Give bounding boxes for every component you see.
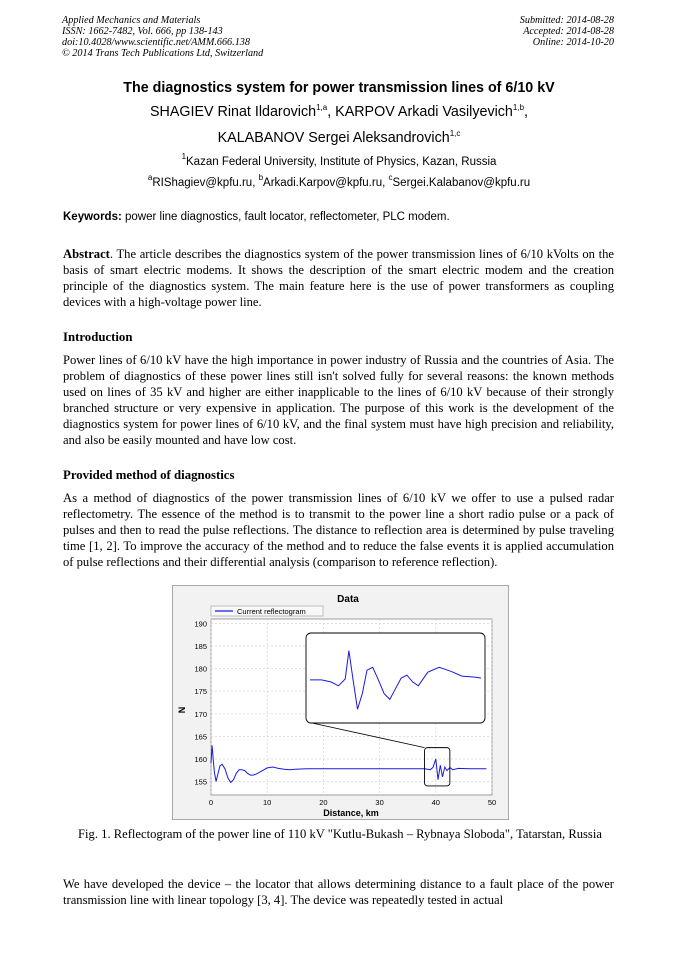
keywords-label: Keywords: [63, 211, 122, 223]
y-tick-label: 180 [194, 664, 207, 674]
method-heading: Provided method of diagnostics [63, 468, 235, 482]
email-link[interactable]: Arkadi.Karpov@kpfu.ru [263, 177, 383, 189]
reflectogram-chart [173, 586, 508, 819]
y-tick-label: 170 [194, 709, 207, 719]
reflectogram-figure [172, 585, 509, 820]
x-tick-label: 50 [487, 798, 497, 807]
abstract [63, 246, 614, 310]
submitted-date: Submitted: 2014-08-28 [519, 15, 614, 26]
y-tick-label: 160 [194, 754, 207, 764]
author-superscript: 1,c [449, 129, 461, 138]
x-tick-label: 40 [431, 798, 440, 807]
author-name: KALABANOV Sergei Aleksandrovich [217, 130, 450, 146]
introduction-heading: Introduction [63, 330, 133, 344]
keywords [63, 211, 450, 223]
chart-legend [211, 606, 323, 616]
x-tick-label: 10 [263, 798, 272, 807]
author-superscript: 1,b [512, 103, 525, 112]
email-superscript: b [258, 173, 264, 182]
closing-text: We have developed the device – the locator that allows determining distance to a fault place of the power transmission line with linear topology [3, 4]. The device was repeatedly tested in actual [63, 877, 614, 907]
legend-series-name: Current reflectogram [237, 607, 306, 616]
y-tick-label: 155 [194, 777, 207, 787]
y-tick-label: 175 [194, 687, 207, 697]
affiliation [0, 152, 678, 168]
authors-line-1: SHAGIEV Rinat Ildarovich$^{1,a}$, KARPOV Arkadi Vasilyevich$^{1,b}$, [150, 103, 528, 120]
email-link[interactable]: Sergei.Kalabanov@kpfu.ru [392, 177, 531, 189]
abstract-text: . The article describes the diagnostics system of the power transmission lines of 6/10 kVolts on the basis of smart electric modems. It shows the description of the smart electric modem and the creation principle of the diagnostics system. The main feature here is the use of power transformers as coupling devices with a high-voltage power line. [63, 247, 614, 309]
email-line: $^a$RIShagiev@kpfu.ru, $^b$Arkadi.Karpov@kpfu.ru, $^c$Sergei.Kalabanov@kpfu.ru [147, 173, 531, 189]
y-axis-label: N [177, 706, 187, 714]
x-axis-ticks [209, 798, 496, 807]
journal-name: Applied Mechanics and Materials [62, 15, 201, 26]
authors-line-2 [0, 130, 678, 146]
x-axis-label: Distance, km [323, 808, 379, 818]
doi-line: doi:10.4028/www.scientific.net/AMM.666.138 [62, 37, 250, 48]
keywords-text: power line diagnostics, fault locator, reflectometer, PLC modem. [121, 211, 450, 223]
y-tick-label: 185 [194, 642, 207, 652]
affiliation-text: Kazan Federal University, Institute of Physics, Kazan, Russia [186, 156, 497, 168]
email-link[interactable]: RIShagiev@kpfu.ru [152, 177, 253, 189]
x-tick-label: 0 [208, 798, 214, 807]
chart-title: Data [337, 594, 359, 605]
author-superscript: 1,a [316, 103, 328, 112]
email-superscript: c [388, 173, 393, 182]
x-tick-label: 20 [319, 798, 328, 807]
copyright-line: © 2014 Trans Tech Publications Ltd, Switzerland [62, 48, 264, 59]
method-text: As a method of diagnostics of the power transmission lines of 6/10 kV we offer to use a pulsed radar reflectometry. The essence of the method is to transmit to the power line a short radio pulse or a pack of pulses and then to read the pulse reflections. The distance to reflection area is determined by pulse traveling time [1, 2]. To improve the accuracy of the method and to reduce the false events it is applied accumulation of pulse reflections and their differential analysis (comparison to reference reflection). [63, 491, 614, 569]
y-tick-label: 165 [194, 732, 207, 742]
affiliation-superscript: 1 [181, 152, 187, 161]
figure-caption: Fig. 1. Reflectogram of the power line of 110 kV "Kutlu-Bukash – Rybnaya Sloboda", Tatarstan, Russia [78, 827, 602, 841]
y-axis-ticks [194, 620, 207, 787]
issn-line: ISSN: 1662-7482, Vol. 666, pp 138-143 [62, 26, 223, 37]
x-tick-label: 30 [375, 798, 384, 807]
inset-zoom-group [306, 633, 485, 723]
dates-header [520, 15, 614, 48]
introduction-text: Power lines of 6/10 kV have the high importance in power industry of Russia and the countries of Asia. The problem of diagnostics of these power lines still isn't solved fully for several reasons: the known methods used on lines of 35 kV and higher are either inapplicable to the lines of 6/10 kV because of their strongly branched structure or very expensive in application. The purpose of this work is the development of the diagnostics system for power lines of 6/10 kV, and the final system must have high precision and reliability, and also be easily mounted and have low cost. [63, 353, 614, 447]
author-name: KARPOV Arkadi Vasilyevich [335, 104, 513, 120]
accepted-date: Accepted: 2014-08-28 [523, 26, 614, 37]
paper-title: The diagnostics system for power transmission lines of 6/10 kV [123, 80, 555, 96]
y-tick-label: 190 [194, 619, 207, 629]
journal-header [62, 15, 263, 59]
author-name: SHAGIEV Rinat Ildarovich [150, 104, 317, 120]
abstract-label: Abstract [63, 247, 110, 261]
online-date: Online: 2014-10-20 [532, 37, 614, 48]
email-superscript: a [147, 173, 153, 182]
inset-panel [306, 633, 485, 723]
